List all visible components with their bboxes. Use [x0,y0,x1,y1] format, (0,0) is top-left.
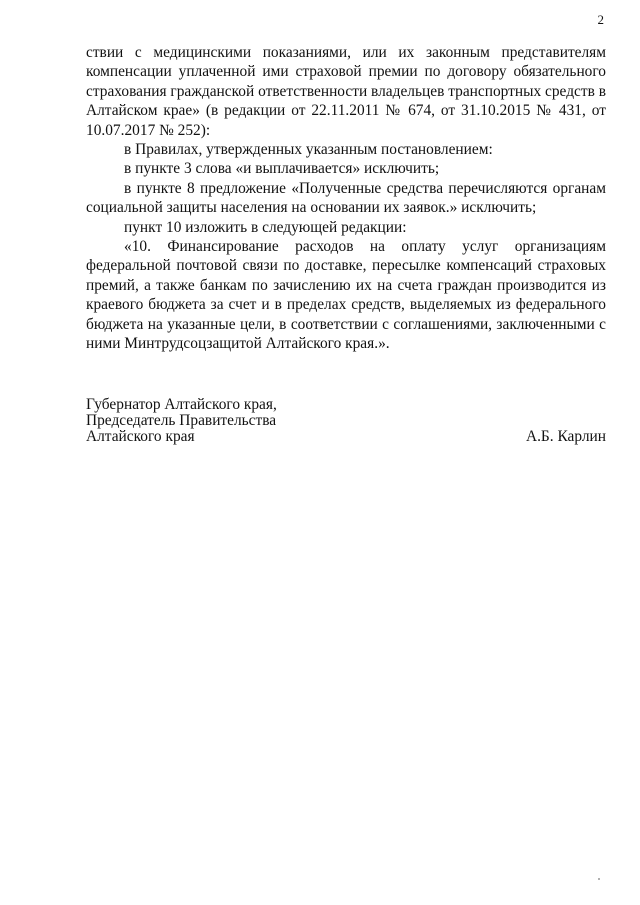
paragraph-point-8: в пункте 8 предложение «Полученные средства перечисляются органам социальной защиты населения на основании их заявок.» исключить; [86,179,606,217]
paragraph-point-3: в пункте 3 слова «и выплачивается» исключить; [124,160,440,178]
page-number: 2 [597,12,604,27]
signature-final-row [86,429,606,445]
paragraph-rules-intro: в Правилах, утвержденных указанным постановлением: [124,141,493,159]
signature-title-line-3: Алтайского края [86,428,195,445]
signature-block [86,397,606,445]
signature-title-line-1: Губернатор Алтайского края, [86,396,277,413]
signatory-name: А.Б. Карлин [525,428,606,445]
paragraph-point-10-text: «10. Финансирование расходов на оплату услуг организациям федеральной почтовой связи по доставке, пересылке компенсаций страховых премий, а также банкам по зачислению их на счета граждан производится из краевого бюджета за счет и в пределах средств, выделяемых из федерального бюджета на указанные цели, в соответствии с соглашениями, заключенными с ними Минтрудсоцзащитой Алтайского края.». [86,238,606,353]
signature-title-line-2: Председатель Правительства [86,412,277,429]
paragraph-continuation: ствии с медицинскими показаниями, или их законным представителям компенсации уплаченной ими страховой премии по договору обязательного страхования гражданской ответственности владельцев транспортных средств в Алтайском крае» (в редакции от 22.11.2011 № 674, от 31.10.2015 № 431, от 10.07.2017 № 252): [86,44,606,139]
paragraph-point-10-intro: пункт 10 изложить в следующей редакции: [124,218,407,236]
document-body [86,43,606,354]
scan-speck [598,878,600,880]
